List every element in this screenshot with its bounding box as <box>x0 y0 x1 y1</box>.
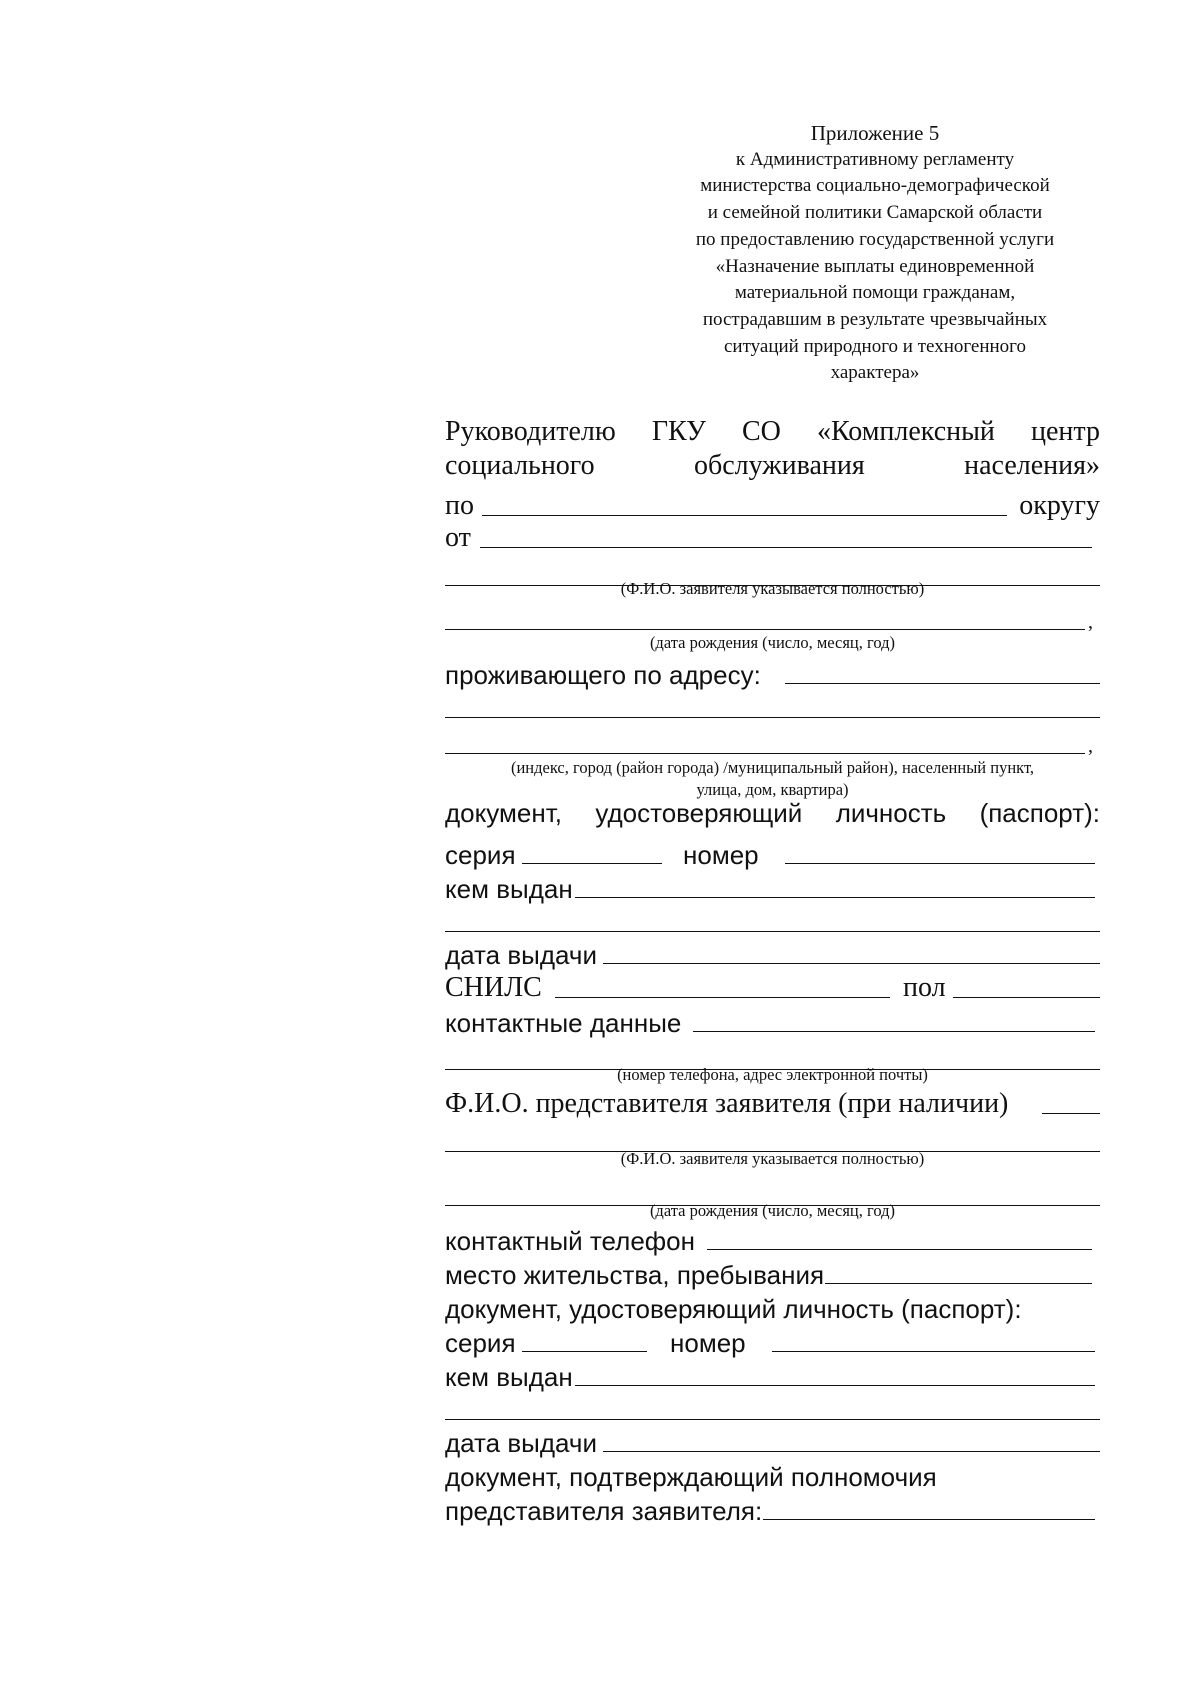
authority-doc-label-2: представителя заявителя: <box>445 1496 763 1526</box>
applicant-issue-date-row <box>445 934 1100 968</box>
applicant-dob-row <box>445 600 1100 634</box>
authority-doc-label: документ, подтверждающий полномочия <box>445 1462 937 1492</box>
doc-heading-word: удостоверяющий <box>595 798 803 828</box>
applicant-name-field[interactable] <box>480 547 1092 548</box>
representative-name-caption: (Ф.И.О. заявителя указывается полностью) <box>620 1149 925 1168</box>
applicant-issued-by-field-2[interactable] <box>445 931 1100 932</box>
applicant-series-field[interactable] <box>522 863 662 864</box>
representative-issued-by-field[interactable] <box>575 1385 1095 1386</box>
applicant-issue-date-field[interactable] <box>603 963 1100 964</box>
from-label: от <box>445 522 471 553</box>
representative-issue-date-field[interactable] <box>603 1451 1100 1452</box>
header-line: характера» <box>830 362 920 384</box>
sex-label: пол <box>903 972 946 1003</box>
representative-phone-row <box>445 1220 1100 1254</box>
addressee-line-2 <box>445 452 1100 486</box>
representative-phone-label: контактный телефон <box>445 1226 695 1256</box>
issued-by-label: кем выдан <box>445 874 573 904</box>
applicant-number-field[interactable] <box>785 863 1095 864</box>
district-suffix-label: округу <box>1019 490 1100 521</box>
doc-heading-word: документ, <box>445 798 562 828</box>
representative-name-label: Ф.И.О. представителя заявителя (при наличии) <box>445 1088 1009 1119</box>
representative-issued-by-row-2 <box>445 1390 1100 1424</box>
addressee-word: «Комплексный <box>816 416 995 447</box>
applicant-name-caption: (Ф.И.О. заявителя указывается полностью) <box>620 579 925 598</box>
header-line: по предоставлению государственной услуги <box>695 228 1055 250</box>
contacts-label: контактные данные <box>445 1008 682 1038</box>
representative-issued-by-row <box>445 1356 1100 1390</box>
addressee-word: населения» <box>964 450 1100 481</box>
applicant-dob-caption: (дата рождения (число, месяц, год) <box>649 633 896 652</box>
authority-doc-row-1 <box>445 1456 1100 1490</box>
applicant-dob-field[interactable] <box>445 629 1085 630</box>
address-field[interactable] <box>785 683 1100 684</box>
doc-heading-word: личность <box>835 798 947 828</box>
addressee-word: социального <box>445 450 595 481</box>
addressee-word: центр <box>1030 416 1100 447</box>
addressee-word: обслуживания <box>694 450 865 481</box>
representative-residence-label: место жительства, пребывания <box>445 1260 825 1290</box>
address-caption-1: (индекс, город (район города) /муниципальный район), населенный пункт, <box>510 758 1035 777</box>
representative-phone-field[interactable] <box>707 1249 1092 1250</box>
applicant-issued-by-row-2 <box>445 902 1100 936</box>
header-line: пострадавшим в результате чрезвычайных <box>702 308 1048 330</box>
addressee-line-1 <box>445 418 1100 452</box>
header-line: министерства социально-демографической <box>700 175 1050 197</box>
header-line: ситуаций природного и техногенного <box>724 335 1026 357</box>
authority-doc-field[interactable] <box>763 1519 1095 1520</box>
representative-doc-heading <box>445 1288 1100 1322</box>
address-caption-2: улица, дом, квартира) <box>696 780 849 799</box>
representative-series-number-row <box>445 1322 1100 1356</box>
appendix-header <box>655 120 1095 387</box>
district-row <box>445 486 1100 520</box>
header-line: материальной помощи гражданам, <box>734 282 1016 304</box>
header-line: Приложение 5 <box>810 121 940 145</box>
address-row-3 <box>445 724 1100 758</box>
representative-name-row <box>445 1084 1100 1118</box>
from-row <box>445 518 1100 552</box>
address-label: проживающего по адресу: <box>445 660 761 690</box>
snils-field[interactable] <box>555 997 890 998</box>
address-field-3[interactable] <box>445 753 1085 754</box>
contacts-row <box>445 1002 1100 1036</box>
header-line: «Назначение выплаты единовременной <box>715 255 1035 277</box>
issued-by-label: кем выдан <box>445 1362 573 1392</box>
series-label: серия <box>445 1328 516 1358</box>
authority-doc-row-2 <box>445 1490 1100 1524</box>
contacts-field[interactable] <box>693 1031 1095 1032</box>
address-field-2[interactable] <box>445 717 1100 718</box>
applicant-doc-heading <box>445 800 1100 834</box>
comma: , <box>1088 735 1093 757</box>
snils-sex-row <box>445 968 1100 1002</box>
district-field[interactable] <box>482 515 1007 516</box>
addressee-word: СО <box>742 416 781 447</box>
applicant-series-number-row <box>445 834 1100 868</box>
representative-series-field[interactable] <box>522 1351 647 1352</box>
doc-heading-word: (паспорт): <box>979 798 1100 828</box>
snils-label: СНИЛС <box>445 972 542 1003</box>
applicant-address-row <box>445 654 1100 688</box>
sex-field[interactable] <box>953 997 1100 998</box>
applicant-issued-by-field[interactable] <box>575 897 1095 898</box>
address-row-2 <box>445 688 1100 722</box>
representative-issued-by-field-2[interactable] <box>445 1419 1100 1420</box>
representative-name-field[interactable] <box>1042 1113 1100 1114</box>
representative-issue-date-row <box>445 1422 1100 1456</box>
representative-number-field[interactable] <box>772 1351 1095 1352</box>
representative-residence-row <box>445 1254 1100 1288</box>
applicant-issued-by-row <box>445 868 1100 902</box>
representative-dob-caption: (дата рождения (число, месяц, год) <box>649 1201 896 1220</box>
addressee-word: Руководителю <box>445 416 616 447</box>
number-label: номер <box>683 840 759 870</box>
addressee-word: ГКУ <box>651 416 706 447</box>
representative-residence-field[interactable] <box>825 1283 1092 1284</box>
header-line: к Административному регламенту <box>735 148 1015 170</box>
contacts-caption: (номер телефона, адрес электронной почты) <box>617 1065 928 1084</box>
comma: , <box>1088 611 1093 633</box>
series-label: серия <box>445 840 516 870</box>
issue-date-label: дата выдачи <box>445 940 597 970</box>
number-label: номер <box>670 1328 746 1358</box>
header-line: и семейной политики Самарской области <box>707 202 1043 224</box>
representative-doc-label: документ, удостоверяющий личность (паспорт): <box>445 1294 1022 1324</box>
issue-date-label: дата выдачи <box>445 1428 597 1458</box>
district-prefix-label: по <box>445 490 474 521</box>
